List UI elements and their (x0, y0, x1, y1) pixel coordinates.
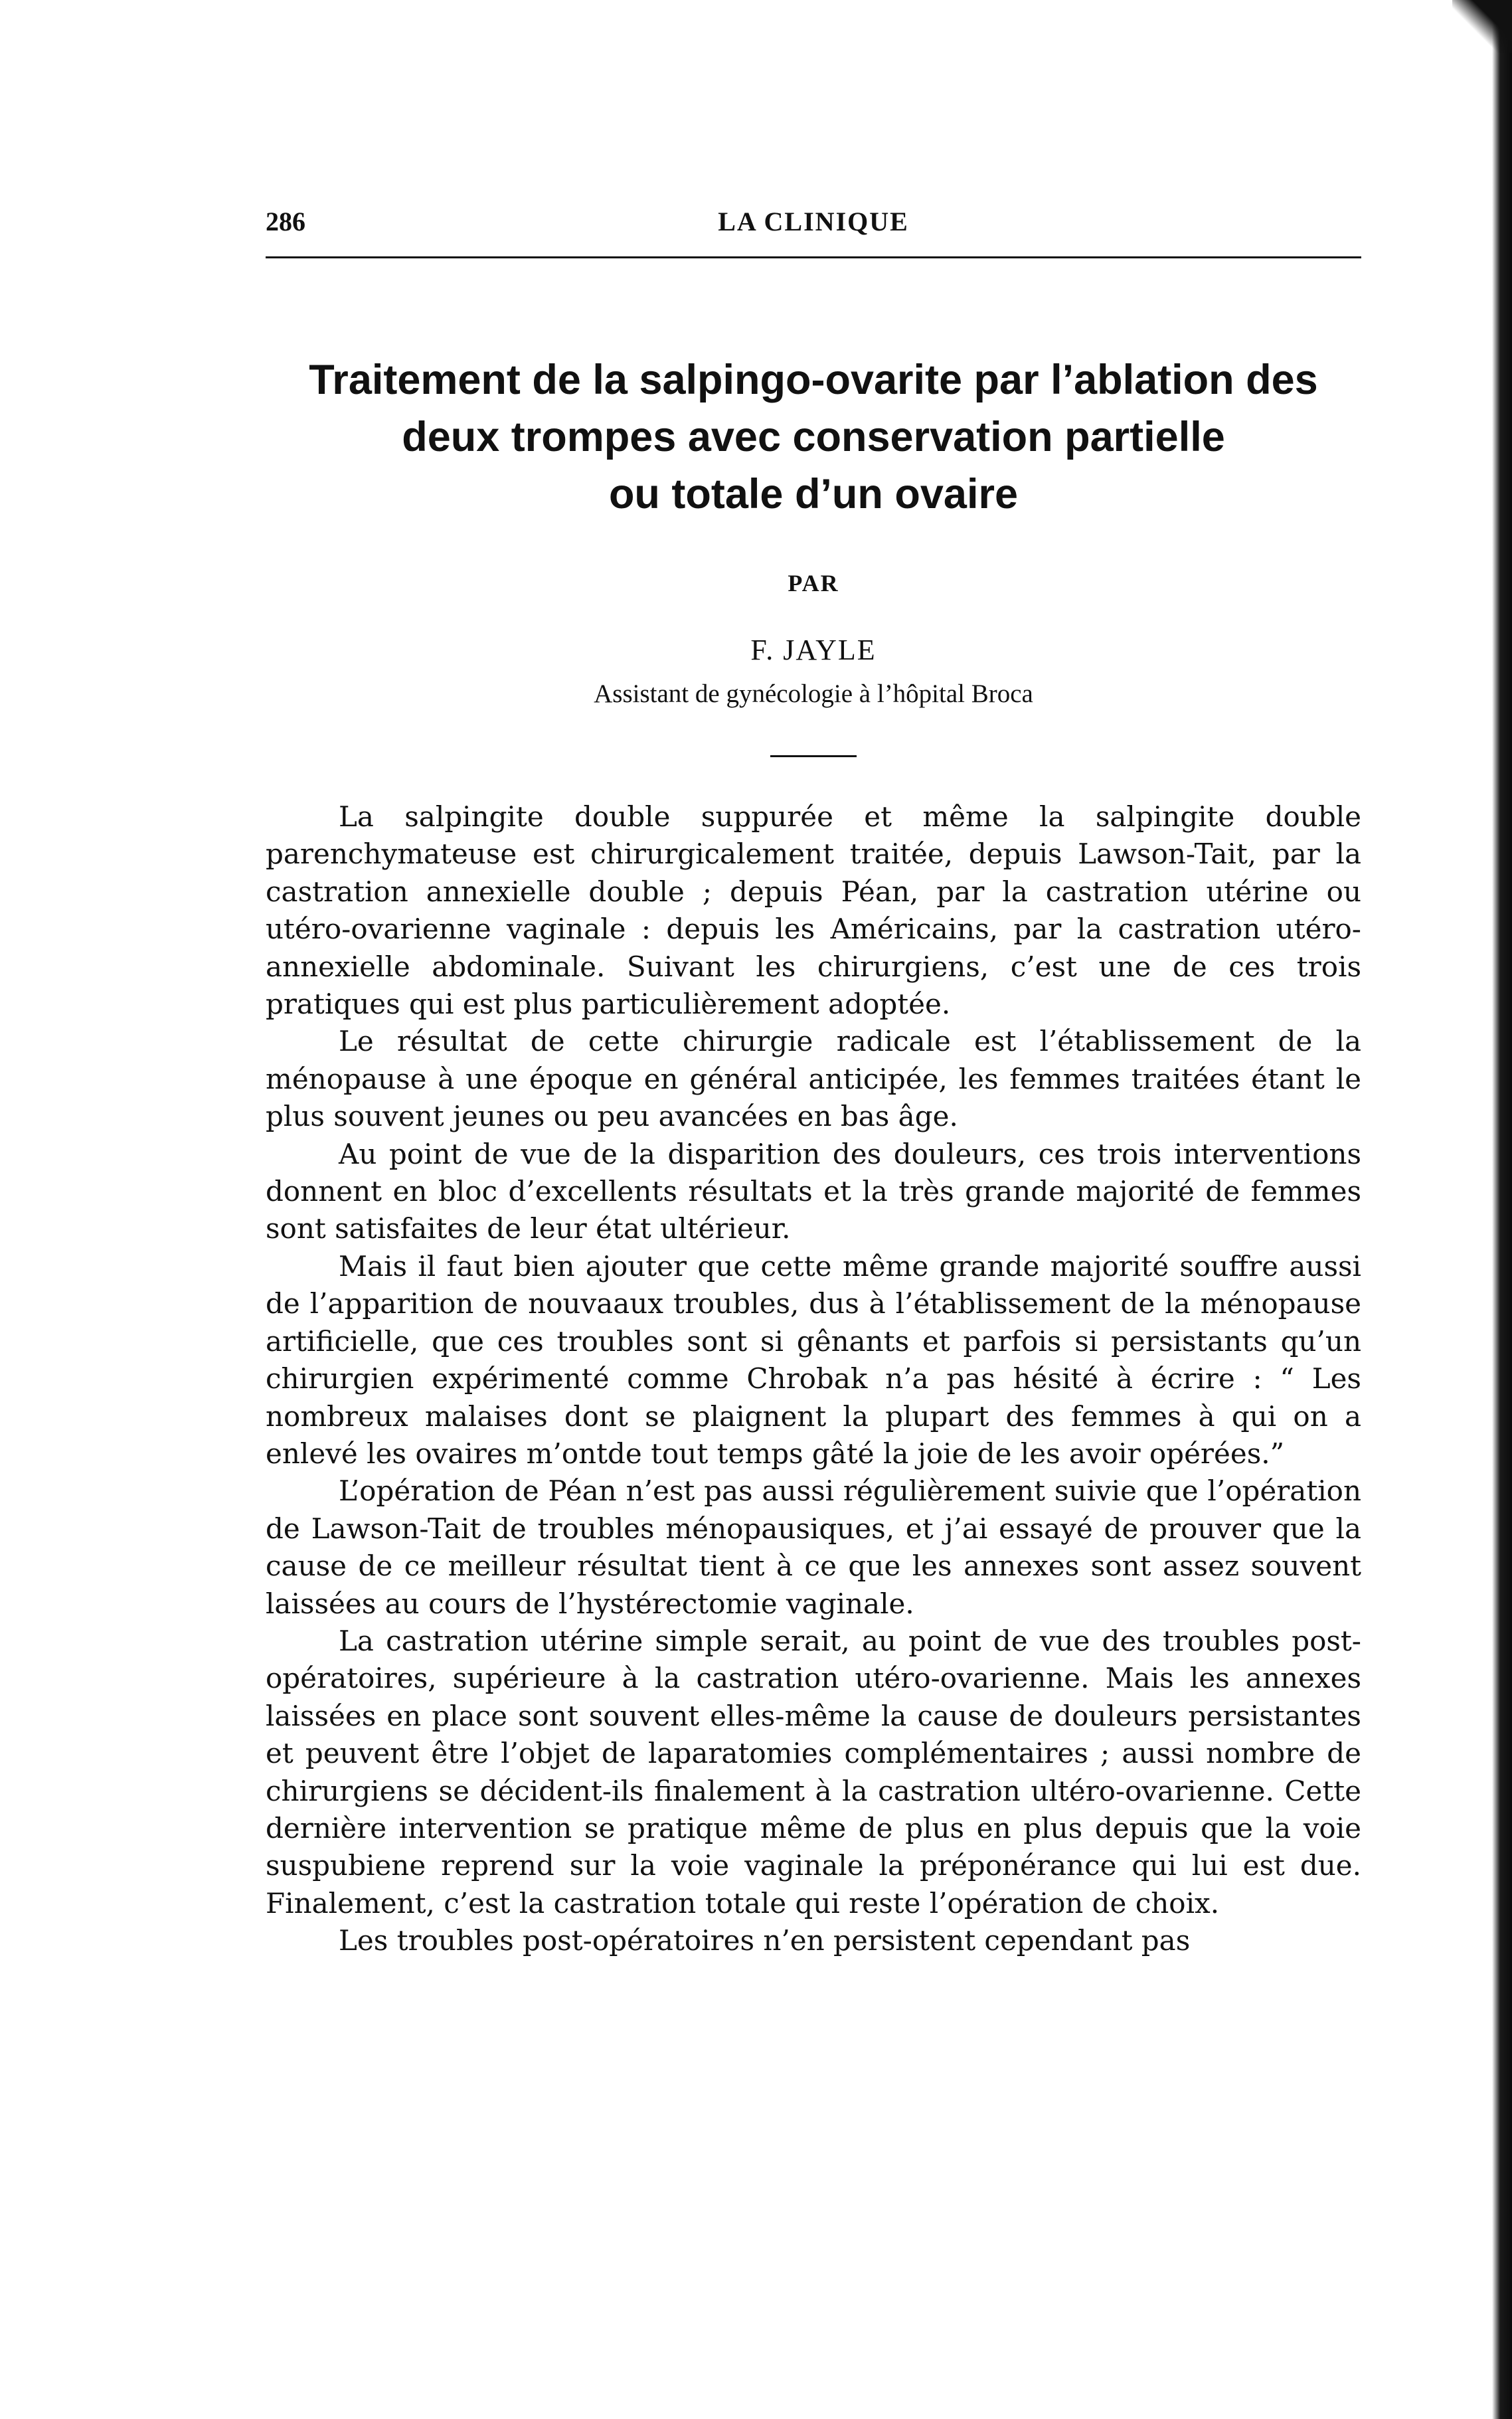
title-line: Traitement de la salpingo-ovarite par l’ablation des (309, 357, 1318, 403)
author-name: F. JAYLE (750, 634, 877, 666)
author-affiliation: Assistant de gynécologie à l’hôpital Broca (594, 679, 1033, 708)
byline: PAR (788, 570, 839, 596)
paragraph: Mais il faut bien ajouter que cette même grande majorité souffre aussi de l’apparition de nouvaaux troubles, dus à l’établissement de la ménopause artificielle, que ces troubles sont si gênants et parfois si persistants qu’un chirurgien expérimenté comme Chrobak n’a pas hésité à écrire : “ Les nombreux malaises dont se plaignent la plupart des femmes à qui on a enlevé les ovaires m’ontde tout temps gâté la joie de les avoir opérées.” (266, 1249, 1361, 1470)
paragraph: Au point de vue de la disparition des douleurs, ces trois interventions donnent en bloc d’excellents résultats et la très grande majorité de femmes sont satisfaites de leur état ultérieur. (266, 1137, 1361, 1245)
scan-corner (1452, 0, 1512, 53)
paragraph: Le résultat de cette chirurgie radicale est l’établissement de la ménopause à une époque en général anticipée, les femmes traitées étant le plus souvent jeunes ou peu avancées en bas âge. (266, 1025, 1361, 1133)
title-line: deux trompes avec conservation partielle (402, 414, 1225, 460)
paragraph: Les troubles post-opératoires n’en persistent cependant pas (339, 1924, 1191, 1957)
header-rule (266, 256, 1361, 258)
page (266, 193, 1361, 1960)
section-divider (770, 755, 857, 757)
article-body (266, 798, 1361, 1960)
paragraph: La salpingite double suppurée et même la salpingite double parenchymateuse est chirurgicalement traitée, depuis Lawson-Tait, par la castration annexielle double ; depuis Péan, par la castration utérine ou utéro-ovarienne vaginale : depuis les Américains, par la castration utéro-annexielle abdominale. Suivant les chirurgiens, c’est une de ces trois pratiques qui est plus particulièrement adoptée. (266, 800, 1361, 1021)
scan-border (1492, 0, 1512, 2419)
page-number: 286 (266, 207, 305, 236)
journal-name: LA CLINIQUE (718, 207, 909, 236)
article-title (266, 351, 1361, 523)
paragraph: La castration utérine simple serait, au point de vue des troubles post-opératoires, supérieure à la castration utéro-ovarienne. Mais les annexes laissées en place sont souvent elles-même la cause de douleurs persistantes et peuvent être l’objet de laparatomies complémentaires ; aussi nombre de chirurgiens se décident-ils finalement à la castration ultéro-ovarienne. Cette dernière intervention se pratique même de plus en plus depuis que la voie suspubiene reprend sur la voie vaginale la préponérance qui lui est due. Finalement, c’est la castration totale qui reste l’opération de choix. (266, 1624, 1361, 1920)
running-head (266, 193, 1361, 236)
title-line: ou totale d’un ovaire (608, 471, 1019, 517)
paragraph: L’opération de Péan n’est pas aussi régulièrement suivie que l’opération de Lawson-Tait de troubles ménopausiques, et j’ai essayé de prouver que la cause de ce meilleur résultat tient à ce que les annexes sont assez souvent laissées au cours de l’hystérectomie vaginale. (266, 1475, 1361, 1620)
